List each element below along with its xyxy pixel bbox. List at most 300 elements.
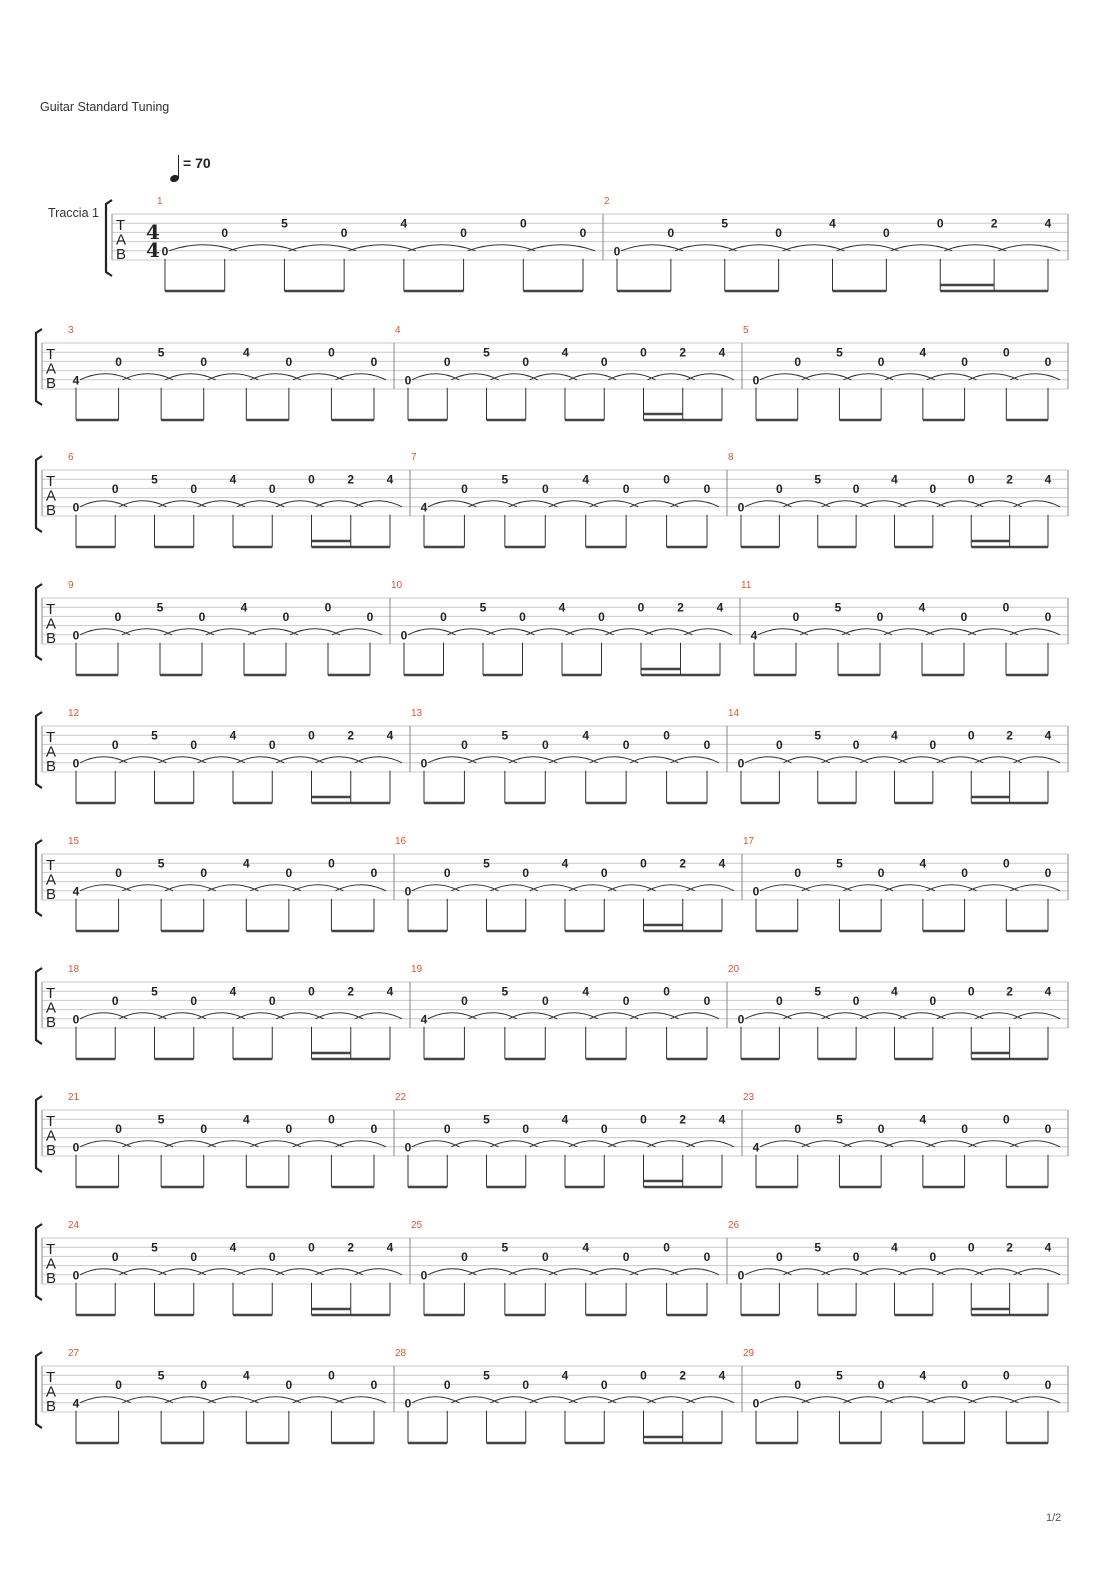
measure-number: 5 [743, 325, 749, 336]
fret-number: 0 [598, 609, 605, 624]
fret-number: 0 [640, 345, 647, 360]
time-signature-denominator: 4 [146, 238, 160, 262]
measure [728, 1220, 1060, 1315]
tab-letter: B [46, 1398, 57, 1415]
fret-number: 4 [582, 472, 590, 487]
tab-letter: T [46, 601, 56, 618]
tie-arc [968, 629, 1018, 635]
fret-number: 0 [370, 1121, 378, 1136]
measure [728, 964, 1060, 1059]
fret-number: 4 [242, 1368, 250, 1383]
tie-arc [969, 885, 1019, 891]
fret-number: 0 [308, 984, 315, 999]
fret-number: 0 [776, 1249, 783, 1264]
tie-arc [758, 629, 808, 635]
fret-number: 0 [72, 1140, 80, 1155]
fret-number: 4 [386, 1240, 394, 1255]
tie-arc [288, 245, 356, 251]
fret-number: 5 [814, 1240, 822, 1255]
fret-number: 2 [679, 1112, 687, 1127]
measure [411, 452, 719, 547]
fret-number: 0 [776, 993, 783, 1008]
fret-number: 0 [443, 865, 451, 880]
tie-arc [250, 1397, 301, 1403]
tie-arc [843, 1141, 893, 1147]
fret-number: 4 [752, 1140, 760, 1155]
fret-number: 0 [852, 993, 860, 1008]
fret-number: 4 [561, 345, 569, 360]
measure [68, 1348, 386, 1443]
tie-arc [208, 885, 259, 891]
fret-number: 5 [814, 728, 822, 743]
fret-number: 0 [929, 737, 937, 752]
tab-letter: T [46, 857, 56, 874]
tie-arc [208, 374, 259, 380]
measure-number: 4 [395, 325, 401, 336]
tab-letter: A [116, 231, 127, 249]
fret-number: 0 [443, 1121, 451, 1136]
system-brace [36, 968, 42, 1044]
tie-arc [927, 1397, 977, 1403]
fret-number: 4 [561, 1112, 569, 1127]
fret-number: 0 [221, 225, 229, 240]
measure [68, 836, 386, 931]
tab-letter: B [46, 1142, 57, 1159]
tie-arc [80, 629, 130, 635]
fret-number: 0 [752, 373, 760, 388]
fret-number: 0 [663, 728, 670, 743]
tie-arc [123, 885, 174, 891]
measure [391, 580, 732, 675]
tie-arc [335, 1397, 386, 1403]
tie-arc [335, 374, 386, 380]
fret-number: 0 [961, 865, 968, 880]
fret-number: 4 [1044, 984, 1052, 999]
tie-arc [729, 245, 791, 251]
fret-number: 4 [72, 373, 80, 388]
fret-number: 0 [929, 993, 937, 1008]
fret-number: 0 [541, 993, 549, 1008]
measure-number: 17 [743, 836, 755, 847]
fret-number: 0 [400, 628, 408, 643]
measure [68, 964, 402, 1059]
fret-number: 0 [328, 856, 335, 871]
fret-number: 5 [836, 1368, 843, 1383]
tie-arc [969, 1141, 1019, 1147]
tie-arc [885, 1141, 935, 1147]
fret-number: 0 [703, 1249, 711, 1264]
tie-arc [169, 245, 237, 251]
fret-number: 0 [1002, 856, 1010, 871]
fret-number: 0 [703, 993, 711, 1008]
measure [68, 708, 402, 803]
tie-arc [250, 374, 301, 380]
fret-number: 0 [404, 1140, 412, 1155]
fret-number: 4 [919, 856, 927, 871]
tab-system [36, 452, 1068, 547]
tie-arc [248, 629, 298, 635]
fret-number: 2 [347, 472, 355, 487]
measure-number: 6 [68, 452, 74, 463]
tie-arc [842, 629, 892, 635]
fret-number: 0 [967, 1240, 975, 1255]
tie-arc [927, 1141, 977, 1147]
fret-number: 0 [929, 1249, 937, 1264]
tab-letter: A [46, 1255, 57, 1273]
fret-number: 0 [703, 737, 711, 752]
tab-letter: T [46, 1113, 56, 1130]
measure-number: 27 [68, 1348, 80, 1359]
fret-number: 0 [622, 481, 630, 496]
fret-number: 0 [961, 1377, 968, 1392]
fret-number: 2 [990, 216, 998, 231]
tie-arc [885, 1397, 935, 1403]
tie-arc [165, 1141, 216, 1147]
fret-number: 5 [157, 345, 165, 360]
fret-number: 4 [420, 1012, 428, 1027]
fret-number: 0 [936, 216, 944, 231]
tie-arc [164, 629, 214, 635]
tie-arc [890, 245, 952, 251]
fret-number: 4 [400, 216, 408, 231]
tab-letter: T [46, 1241, 56, 1258]
fret-number: 2 [347, 728, 355, 743]
time-signature-numerator: 4 [146, 220, 160, 244]
measure-number: 18 [68, 964, 80, 975]
measure [395, 325, 734, 420]
system-brace [36, 1224, 42, 1300]
system-brace [36, 456, 42, 532]
tie-arc [123, 1141, 174, 1147]
tab-system [36, 964, 1068, 1059]
fret-number: 5 [836, 345, 843, 360]
fret-number: 0 [663, 1240, 670, 1255]
tie-arc [123, 1397, 174, 1403]
fret-number: 4 [1044, 472, 1052, 487]
fret-number: 4 [829, 216, 836, 231]
fret-number: 0 [161, 244, 169, 259]
fret-number: 0 [72, 500, 80, 515]
fret-number: 0 [600, 1121, 608, 1136]
fret-number: 0 [541, 481, 549, 496]
fret-number: 0 [752, 1396, 760, 1411]
tab-letter: B [46, 758, 57, 775]
fret-number: 0 [640, 1112, 647, 1127]
fret-number: 0 [324, 600, 332, 615]
tie-arc [229, 245, 297, 251]
fret-number: 4 [716, 600, 724, 615]
fret-number: 5 [483, 856, 490, 871]
fret-number: 4 [891, 984, 898, 999]
fret-number: 0 [794, 865, 802, 880]
tab-system [36, 325, 1068, 420]
measure-number: 19 [411, 964, 423, 975]
tie-arc [843, 374, 893, 380]
fret-number: 2 [1006, 728, 1013, 743]
tab-letter: B [46, 375, 57, 392]
tie-arc [1010, 374, 1060, 380]
tab-letter: A [46, 1127, 57, 1145]
fret-number: 0 [461, 1249, 468, 1264]
fret-number: 0 [115, 354, 122, 369]
tab-letter: B [46, 630, 57, 647]
fret-number: 0 [794, 1377, 802, 1392]
tie-arc [208, 1141, 259, 1147]
tab-letter: T [46, 729, 56, 746]
fret-number: 0 [72, 628, 80, 643]
fret-number: 5 [151, 984, 158, 999]
fret-number: 0 [877, 1121, 885, 1136]
measure-number: 12 [68, 708, 80, 719]
fret-number: 0 [600, 1377, 608, 1392]
fret-number: 0 [737, 500, 745, 515]
tie-arc [927, 885, 977, 891]
fret-number: 2 [347, 1240, 355, 1255]
measure-number: 15 [68, 836, 80, 847]
measure-number: 22 [395, 1092, 407, 1103]
measure-number: 13 [411, 708, 423, 719]
fret-number: 0 [420, 1268, 428, 1283]
fret-number: 0 [776, 481, 783, 496]
fret-number: 0 [1002, 1112, 1010, 1127]
fret-number: 5 [156, 600, 164, 615]
fret-number: 4 [919, 345, 927, 360]
tie-arc [408, 245, 476, 251]
tie-arc [123, 374, 174, 380]
tie-arc [1010, 1397, 1060, 1403]
fret-number: 0 [522, 354, 530, 369]
tie-arc [837, 245, 899, 251]
tab-system [106, 196, 1068, 291]
tie-arc [250, 885, 301, 891]
tie-arc [802, 885, 852, 891]
fret-number: 4 [1044, 216, 1052, 231]
fret-number: 5 [151, 472, 158, 487]
tempo-value: = 70 [183, 155, 211, 171]
fret-number: 4 [420, 500, 428, 515]
tie-arc [1010, 885, 1060, 891]
fret-number: 0 [461, 993, 468, 1008]
fret-number: 4 [386, 728, 394, 743]
fret-number: 4 [891, 1240, 898, 1255]
measure-number: 1 [157, 196, 163, 207]
fret-number: 5 [501, 728, 509, 743]
measure-number: 28 [395, 1348, 407, 1359]
fret-number: 4 [561, 856, 569, 871]
fret-number: 2 [1006, 984, 1013, 999]
fret-number: 0 [852, 737, 860, 752]
fret-number: 0 [200, 1121, 208, 1136]
fret-number: 5 [721, 216, 729, 231]
fret-number: 0 [663, 984, 670, 999]
fret-number: 0 [111, 1249, 119, 1264]
tab-letter: B [116, 246, 127, 263]
fret-number: 0 [111, 481, 119, 496]
fret-number: 0 [440, 609, 447, 624]
tie-arc [80, 1141, 131, 1147]
fret-number: 4 [561, 1368, 569, 1383]
tie-arc [335, 1141, 386, 1147]
measure [743, 836, 1060, 931]
fret-number: 0 [285, 1121, 293, 1136]
tie-arc [802, 1141, 852, 1147]
fret-number: 5 [157, 1112, 165, 1127]
measure [157, 196, 595, 291]
measure [743, 1348, 1060, 1443]
fret-number: 0 [200, 354, 208, 369]
tie-arc [468, 245, 536, 251]
fret-number: 0 [72, 1012, 80, 1027]
tab-letter: T [116, 217, 126, 234]
tie-arc [208, 1397, 259, 1403]
fret-number: 0 [443, 1377, 451, 1392]
tie-arc [802, 374, 852, 380]
measure-number: 20 [728, 964, 740, 975]
fret-number: 0 [200, 1377, 208, 1392]
fret-number: 0 [622, 737, 630, 752]
fret-number: 0 [404, 884, 412, 899]
fret-number: 5 [157, 856, 165, 871]
tie-arc [760, 1397, 810, 1403]
page-number: 1/2 [1046, 1512, 1062, 1524]
fret-number: 4 [72, 1396, 80, 1411]
fret-number: 0 [519, 216, 527, 231]
tie-arc [290, 629, 340, 635]
fret-number: 4 [918, 600, 926, 615]
fret-number: 0 [961, 1121, 968, 1136]
measure [741, 580, 1060, 675]
fret-number: 0 [776, 737, 783, 752]
fret-number: 0 [308, 728, 315, 743]
fret-number: 5 [501, 984, 509, 999]
system-brace [36, 329, 42, 405]
fret-number: 0 [600, 865, 608, 880]
fret-number: 0 [370, 1377, 378, 1392]
tab-letter: A [46, 871, 57, 889]
measure-number: 16 [395, 836, 407, 847]
fret-number: 4 [229, 1240, 237, 1255]
tab-system [36, 836, 1068, 931]
fret-number: 0 [1044, 609, 1052, 624]
fret-number: 0 [200, 865, 208, 880]
fret-number: 0 [115, 865, 122, 880]
fret-number: 4 [1044, 1240, 1052, 1255]
fret-number: 0 [876, 609, 884, 624]
fret-number: 0 [190, 1249, 198, 1264]
tie-arc [998, 245, 1060, 251]
measure-number: 3 [68, 325, 74, 336]
tie-arc [760, 1141, 810, 1147]
tie-arc [926, 629, 976, 635]
fret-number: 0 [340, 225, 348, 240]
measure-number: 24 [68, 1220, 80, 1231]
measure [604, 196, 1060, 291]
fret-number: 0 [622, 1249, 630, 1264]
fret-number: 5 [483, 1368, 490, 1383]
tie-arc [332, 629, 382, 635]
fret-number: 4 [718, 345, 726, 360]
fret-number: 0 [111, 737, 119, 752]
measure-number: 7 [411, 452, 417, 463]
tie-arc [1010, 1141, 1060, 1147]
measure [728, 708, 1060, 803]
measure [743, 1092, 1060, 1187]
fret-number: 0 [1002, 345, 1010, 360]
fret-number: 5 [814, 984, 822, 999]
fret-number: 0 [541, 1249, 549, 1264]
tie-arc [885, 374, 935, 380]
fret-number: 4 [750, 628, 758, 643]
fret-number: 0 [600, 354, 608, 369]
tab-letter: T [46, 473, 56, 490]
tab-letter: T [46, 346, 56, 363]
fret-number: 0 [72, 1268, 80, 1283]
tie-arc [802, 1397, 852, 1403]
fret-number: 5 [836, 856, 843, 871]
tie-arc [884, 629, 934, 635]
measure [68, 325, 386, 420]
fret-number: 5 [479, 600, 487, 615]
tie-arc [783, 245, 845, 251]
measure [411, 1220, 719, 1315]
fret-number: 2 [1006, 1240, 1013, 1255]
fret-number: 0 [794, 354, 802, 369]
fret-number: 4 [229, 472, 237, 487]
fret-number: 0 [775, 225, 782, 240]
fret-number: 0 [461, 737, 468, 752]
tie-arc [206, 629, 256, 635]
fret-number: 0 [640, 1368, 647, 1383]
tie-arc [1010, 629, 1060, 635]
measure [68, 580, 382, 675]
tie-arc [969, 1397, 1019, 1403]
tab-system [36, 1220, 1068, 1315]
tie-arc [348, 245, 416, 251]
fret-number: 5 [834, 600, 842, 615]
tab-letter: T [46, 1369, 56, 1386]
fret-number: 0 [1044, 865, 1052, 880]
fret-number: 2 [1006, 472, 1013, 487]
fret-number: 2 [347, 984, 355, 999]
measure-number: 25 [411, 1220, 423, 1231]
tab-letter: T [46, 985, 56, 1002]
fret-number: 0 [366, 609, 374, 624]
fret-number: 0 [961, 354, 968, 369]
fret-number: 4 [229, 984, 237, 999]
tab-letter: B [46, 886, 57, 903]
tie-arc [165, 885, 216, 891]
fret-number: 0 [443, 354, 451, 369]
fret-number: 0 [268, 737, 276, 752]
tab-letter: A [46, 360, 57, 378]
fret-number: 0 [519, 609, 526, 624]
fret-number: 5 [814, 472, 822, 487]
tie-arc [293, 885, 344, 891]
fret-number: 0 [190, 481, 198, 496]
fret-number: 0 [404, 373, 412, 388]
tab-letter: A [46, 743, 57, 761]
tab-system [36, 708, 1068, 803]
tab-letter: B [46, 1014, 57, 1031]
fret-number: 0 [282, 609, 290, 624]
fret-number: 0 [460, 225, 467, 240]
system-brace [36, 1352, 42, 1428]
tab-letter: A [46, 999, 57, 1017]
measure [395, 1092, 734, 1187]
tie-arc [293, 374, 344, 380]
fret-number: 0 [285, 865, 293, 880]
tab-system [36, 580, 1068, 675]
